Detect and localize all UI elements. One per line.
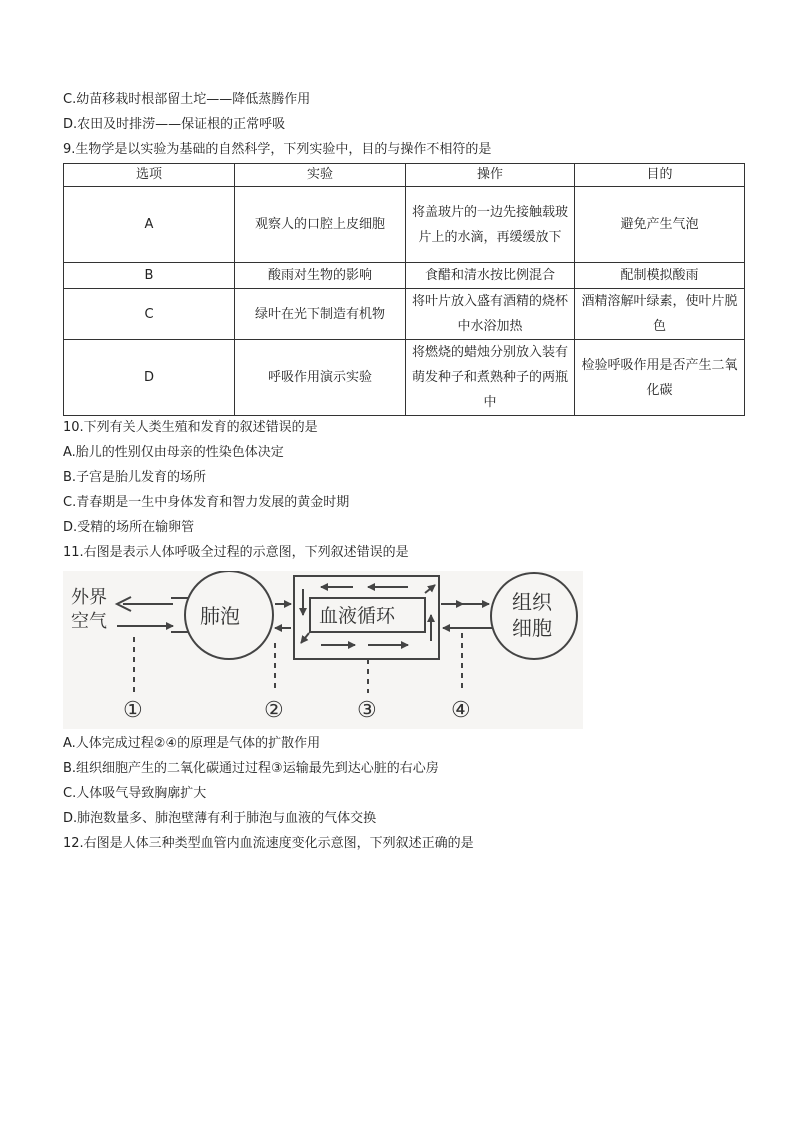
marker-1: ① xyxy=(123,698,143,723)
q9-stem: 9.生物学是以实验为基础的自然科学，下列实验中，目的与操作不相符的是 xyxy=(63,142,492,157)
header-operation: 操作 xyxy=(406,164,575,187)
tissue-cells-label-1: 组织 xyxy=(512,590,552,614)
outside-air-label-2: 空气 xyxy=(71,611,107,632)
row-option: A xyxy=(64,187,235,263)
row-option: D xyxy=(64,340,235,416)
table-row xyxy=(64,187,745,263)
circulation-label: 血液循环 xyxy=(319,605,396,627)
marker-3: ③ xyxy=(357,698,377,723)
row-experiment: 观察人的口腔上皮细胞 xyxy=(235,187,406,263)
row-experiment: 呼吸作用演示实验 xyxy=(235,340,406,416)
q11-option-b: B.组织细胞产生的二氧化碳通过过程③运输最先到达心脏的右心房 xyxy=(63,761,439,776)
q10-option-c: C.青春期是一生中身体发育和智力发展的黄金时期 xyxy=(63,495,350,510)
row-purpose: 酒精溶解叶绿素，使叶片脱色 xyxy=(575,289,745,340)
q8-option-d: D.农田及时排涝——保证根的正常呼吸 xyxy=(63,117,286,132)
table-header-row xyxy=(64,164,745,187)
row-option: C xyxy=(64,289,235,340)
q11-option-a: A.人体完成过程②④的原理是气体的扩散作用 xyxy=(63,736,321,751)
q11-stem: 11.右图是表示人体呼吸全过程的示意图，下列叙述错误的是 xyxy=(63,545,409,560)
q11-option-c: C.人体吸气导致胸廓扩大 xyxy=(63,786,207,801)
row-option: B xyxy=(64,263,235,289)
row-operation: 将叶片放入盛有酒精的烧杯中水浴加热 xyxy=(406,289,575,340)
q10-option-a: A.胎儿的性别仅由母亲的性染色体决定 xyxy=(63,445,284,460)
q12-stem: 12.右图是人体三种类型血管内血流速度变化示意图，下列叙述正确的是 xyxy=(63,836,474,851)
row-purpose: 配制模拟酸雨 xyxy=(575,263,745,289)
marker-4: ④ xyxy=(451,698,471,723)
row-experiment: 绿叶在光下制造有机物 xyxy=(235,289,406,340)
row-operation: 将燃烧的蜡烛分别放入装有萌发种子和煮熟种子的两瓶中 xyxy=(406,340,575,416)
table-row xyxy=(64,263,745,289)
q10-stem: 10.下列有关人类生殖和发育的叙述错误的是 xyxy=(63,420,318,435)
tissue-cells-label-2: 细胞 xyxy=(512,616,552,640)
q11-option-d: D.肺泡数量多、肺泡壁薄有利于肺泡与血液的气体交换 xyxy=(63,811,377,826)
q10-option-d: D.受精的场所在输卵管 xyxy=(63,520,195,535)
header-purpose: 目的 xyxy=(575,164,745,187)
outside-air-label-1: 外界 xyxy=(71,587,107,608)
header-experiment: 实验 xyxy=(235,164,406,187)
q9-table xyxy=(63,163,745,416)
respiration-diagram xyxy=(63,571,583,729)
q10-option-b: B.子宫是胎儿发育的场所 xyxy=(63,470,207,485)
header-option: 选项 xyxy=(64,164,235,187)
table-row xyxy=(64,340,745,416)
row-purpose: 检验呼吸作用是否产生二氧化碳 xyxy=(575,340,745,416)
table-row xyxy=(64,289,745,340)
row-operation: 将盖玻片的一边先接触载玻片上的水滴，再缓缓放下 xyxy=(406,187,575,263)
row-operation: 食醋和清水按比例混合 xyxy=(406,263,575,289)
row-purpose: 避免产生气泡 xyxy=(575,187,745,263)
row-experiment: 酸雨对生物的影响 xyxy=(235,263,406,289)
marker-2: ② xyxy=(264,698,284,723)
alveoli-label: 肺泡 xyxy=(200,604,240,628)
q8-option-c: C.幼苗移栽时根部留土坨——降低蒸腾作用 xyxy=(63,92,311,107)
